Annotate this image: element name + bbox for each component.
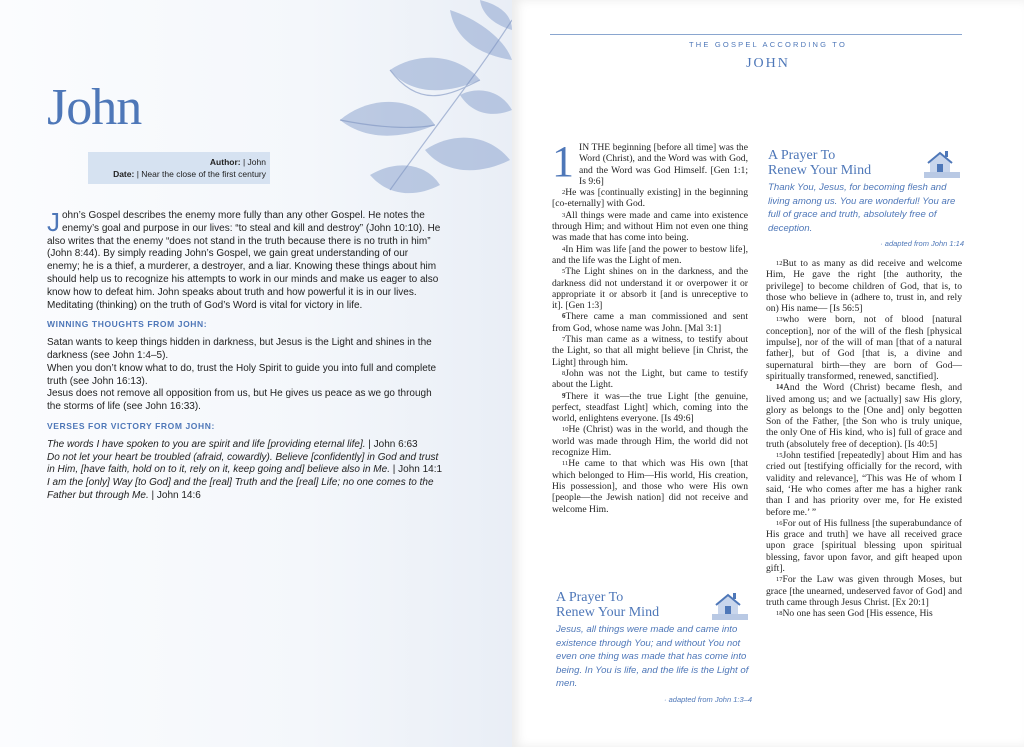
right-page bbox=[512, 0, 1024, 747]
verse-text: For the Law was given through Moses, but grace [the unearned, undeserved favor of God] and truth came through Jesus Christ. [Ex 20:1] bbox=[766, 574, 962, 608]
prayer-title-line-2: Renew Your Mind bbox=[768, 163, 872, 178]
verse bbox=[766, 314, 962, 382]
verse-text: He was [continually existing] in the beginning [co-eternally] with God. bbox=[552, 187, 748, 210]
leaves-illustration bbox=[330, 0, 512, 210]
verse-text: And the Word (Christ) became flesh, and lived among us; and we [actually] saw His glory, glory as belongs to the [One and] only begotten Son of the Father, [the Son who is truly unique, the only One of His kind, who is] full of grace and truth (absolutely free of deception). [Is 40:5] bbox=[766, 382, 962, 450]
running-head-rule bbox=[550, 34, 962, 35]
winning-thought: Jesus does not remove all opposition from us, but He gives us peace as we go through the storms of life (see John 16:33). bbox=[47, 388, 432, 413]
verse bbox=[766, 258, 962, 314]
verse-text: There it was—the true Light [the genuine, perfect, steadfast Light] which, coming into the world, enlightens everyone. [Is 49:6] bbox=[552, 390, 748, 425]
verse bbox=[552, 311, 748, 334]
verse-number: 5 bbox=[562, 268, 566, 276]
verse bbox=[552, 210, 748, 244]
verse-number: 10 bbox=[562, 426, 569, 434]
verse bbox=[766, 608, 962, 619]
verse bbox=[552, 187, 748, 210]
drop-cap: J bbox=[47, 207, 60, 237]
winning-thought: Satan wants to keep things hidden in darkness, but Jesus is the Light and shines in the darkness (see John 1:4–5). bbox=[47, 337, 432, 361]
author-line bbox=[92, 156, 266, 168]
prayer-source: · adapted from John 1:14 bbox=[880, 239, 964, 249]
date-line bbox=[92, 168, 266, 180]
verse bbox=[766, 382, 962, 450]
verse bbox=[552, 334, 748, 368]
verse bbox=[552, 244, 748, 267]
date-label: Date: bbox=[113, 169, 135, 179]
verse-number: 12 bbox=[776, 260, 783, 267]
prayer-title-line-2: Renew Your Mind bbox=[556, 605, 660, 620]
verse-number: 3 bbox=[562, 211, 566, 219]
verse bbox=[552, 458, 748, 514]
verse bbox=[766, 574, 962, 608]
intro-paragraph bbox=[47, 207, 443, 312]
prayer-box-2 bbox=[768, 148, 964, 248]
verse-number: 6 bbox=[562, 312, 566, 321]
verse-number: 2 bbox=[562, 189, 566, 197]
verse-number: 16 bbox=[776, 519, 783, 527]
verses-for-victory-heading: VERSES FOR VICTORY FROM JOHN: bbox=[47, 420, 215, 431]
verse-text: IN THE beginning [before all time] was the Word (Christ), and the Word was with God, and the Word was God Himself. [Gen 1:1; Is 9:6] bbox=[579, 142, 748, 187]
verse-number: 13 bbox=[776, 316, 783, 324]
verse-text: The words I have spoken to you are spirit and life [providing eternal life]. bbox=[47, 438, 366, 450]
house-icon bbox=[918, 148, 962, 180]
victory-verse bbox=[47, 477, 443, 503]
prayer-title-line-1: A Prayer To bbox=[556, 590, 624, 605]
scripture-column-1 bbox=[552, 137, 748, 515]
author-label: Author: bbox=[209, 157, 241, 167]
verse-text: I am the [only] Way [to God] and the [real] Truth and the [real] Life; no one comes to the Father but through Me. bbox=[47, 477, 434, 501]
winning-thought: When you don’t know what to do, trust the Holy Spirit to guide you into full and complete truth (see John 16:13). bbox=[47, 362, 437, 387]
verse-number: 14 bbox=[776, 383, 783, 392]
chapter-number: 1 bbox=[552, 137, 574, 186]
verse-number: 4 bbox=[562, 245, 566, 253]
verse-text: He (Christ) was in the world, and though the world was made through Him, the world did not recognize Him. bbox=[552, 424, 748, 459]
running-head-title: JOHN bbox=[746, 56, 790, 71]
verse-number: 9 bbox=[562, 391, 566, 400]
verse-number: 15 bbox=[776, 452, 783, 460]
verse-text: All things were made and came into existence through Him; and without Him not even one thing was made that has come into being. bbox=[552, 209, 748, 244]
verse-text: Do not let your heart be troubled (afraid, cowardly). Believe [confidently] in God and trust in Him, [have faith, hold on to it, rely on it, keep going and] believe also in Me. bbox=[47, 451, 439, 476]
verse-text: For out of His fullness [the superabundance of His grace and truth] we have all received grace upon grace [spiritual blessing upon spiritual blessing, favor upon favor, and gift heaped upon gift]. bbox=[766, 517, 962, 575]
verse-text: But to as many as did receive and welcome Him, He gave the right [the authority, the privilege] to become children of God, that is, to those who believe in (adhere to, trust in, and rely on) His name— [Is 56:5] bbox=[766, 258, 962, 315]
verse-ref: | John 14:1 bbox=[389, 464, 443, 476]
prayer-text: Jesus, all things were made and came into existence through You; and without You not even one thing was made that has come into being. In You is life, and the life is the Light of men. bbox=[556, 624, 749, 690]
winning-thoughts-heading: WINNING THOUGHTS FROM JOHN: bbox=[47, 319, 208, 330]
verse-text: There came a man commissioned and sent from God, whose name was John. [Mal 3:1] bbox=[552, 311, 748, 334]
house-icon bbox=[706, 590, 750, 622]
running-head-small: THE GOSPEL ACCORDING TO bbox=[689, 40, 847, 49]
verse-number: 11 bbox=[562, 460, 569, 468]
verse-ref: | John 14:6 bbox=[148, 489, 201, 501]
verse bbox=[552, 266, 748, 311]
verse-text: The Light shines on in the darkness, and the darkness did not understand it or overpower it or appropriate it or absorb it [and is unreceptive to it]. [Gen 1:3] bbox=[552, 266, 748, 312]
book-title: John bbox=[47, 79, 142, 136]
victory-verse bbox=[47, 452, 443, 478]
verse-number: 8 bbox=[562, 369, 566, 377]
verse-text: In Him was life [and the power to bestow life], and the life was the Light of men. bbox=[552, 243, 748, 266]
verse-text: He came to that which was His own [that which belonged to Him—His world, His creation, His possession], and those who were His own [people—the Jewish nation] did not receive and welcome Him. bbox=[552, 458, 748, 515]
verse bbox=[552, 391, 748, 425]
verse bbox=[552, 368, 748, 391]
verse-ref: | John 6:63 bbox=[365, 438, 418, 450]
date-value: | Near the close of the first century bbox=[136, 169, 266, 179]
victory-verse bbox=[47, 439, 443, 452]
verse-text: who were born, not of blood [natural conception], nor of the will of the flesh [physical impulse], nor of the will of man [that of a natural father], but of God [that is, a divine and supernatural birth—they are born of God—spiritually transformed, renewed, sanctified]. bbox=[766, 314, 962, 382]
verse bbox=[766, 450, 962, 518]
intro-text: ohn’s Gospel describes the enemy more fully than any other Gospel. He notes the enemy’s goal and purpose in our lives: “to steal and kill and destroy” (John 10:10). He also writes that the enemy “does not stand in the truth because there is no truth in him” (John 8:44). By simply reading John’s Gospel, we gain great understanding of our enemy; he is a thief, a murderer, a destroyer, and a liar. Knowing these things about him should help us to recognize his attempts to work in our minds and make us eager to also know how to defeat him. John speaks about truth and how powerful it is in our lives. Meditating (thinking) on the truth of God’s Word is vital for victory in life. bbox=[47, 210, 441, 311]
verse bbox=[552, 424, 748, 458]
verse-text: This man came as a witness, to testify about the Light, so that all might believe [in Christ, the Light] through him. bbox=[552, 334, 748, 368]
book-introduction bbox=[47, 207, 443, 503]
verse-number: 7 bbox=[562, 336, 566, 344]
verse-1 bbox=[552, 137, 748, 187]
verse-text: John testified [repeatedly] about Him and has cried out [testifying officially for the record, with validity and relevance], “This was He of whom I said, ‘He who comes after me has a higher rank than I and has priority over me, for He existed before me.’ ” bbox=[766, 450, 962, 518]
verse-number: 18 bbox=[776, 610, 783, 618]
scripture-column-2 bbox=[766, 258, 962, 620]
author-date-box bbox=[88, 152, 270, 184]
prayer-title-line-1: A Prayer To bbox=[768, 148, 836, 163]
prayer-box-1 bbox=[556, 590, 752, 704]
prayer-source: · adapted from John 1:3–4 bbox=[664, 694, 752, 704]
prayer-text: Thank You, Jesus, for becoming flesh and living among us. You are wonderful! You are full of grace and truth, absolutely free of deception. bbox=[768, 182, 956, 234]
author-value: | John bbox=[242, 157, 266, 167]
verse-text: No one has seen God [His essence, His bbox=[782, 608, 933, 620]
verse bbox=[766, 518, 962, 574]
verse-number: 17 bbox=[776, 576, 783, 584]
verse-text: John was not the Light, but came to testify about the Light. bbox=[552, 367, 748, 391]
